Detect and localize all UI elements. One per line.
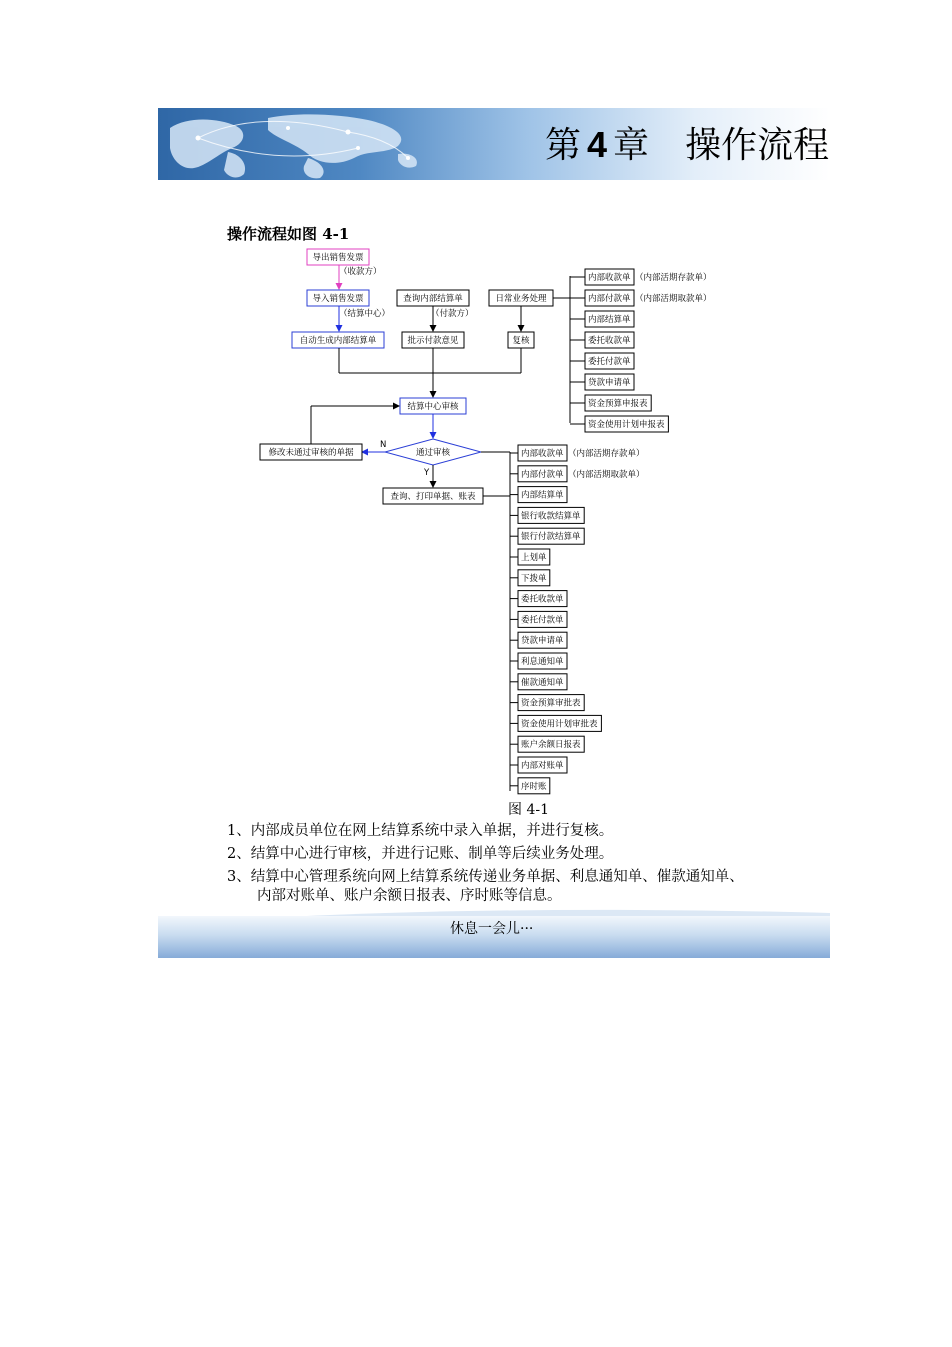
query-item-label: 银行付款结算单 bbox=[521, 532, 581, 543]
box-import-invoice bbox=[307, 290, 369, 306]
query-item-box bbox=[518, 632, 567, 648]
query-item-label: 银行收款结算单 bbox=[521, 511, 581, 522]
daily-item-label: 内部付款单 bbox=[588, 294, 631, 304]
footer-text: 休息一会儿··· bbox=[450, 921, 534, 937]
daily-item-box bbox=[585, 269, 634, 285]
svg-text:日常业务处理: 日常业务处理 bbox=[495, 294, 547, 304]
svg-text:复核: 复核 bbox=[512, 336, 530, 346]
query-item-box bbox=[518, 736, 584, 752]
query-item-label: 利息通知单 bbox=[521, 657, 564, 667]
chapter-title: 第 4 章 操作流程 bbox=[545, 124, 830, 166]
query-item-box bbox=[518, 549, 550, 565]
svg-text:导入销售发票: 导入销售发票 bbox=[312, 294, 364, 304]
paragraph-1: 1、内部成员单位在网上结算系统中录入单据，并进行复核。 bbox=[227, 823, 614, 839]
flow-heading: 操作流程如图 4-1 bbox=[227, 225, 350, 243]
query-item-label: 上划单 bbox=[521, 553, 547, 563]
query-item-box bbox=[518, 445, 567, 461]
query-item-box bbox=[518, 528, 584, 544]
query-item-box bbox=[518, 695, 584, 711]
svg-text:通过审核: 通过审核 bbox=[415, 448, 451, 458]
query-item-label: 内部对账单 bbox=[521, 761, 564, 771]
daily-item-box bbox=[585, 416, 668, 432]
box-daily-business bbox=[489, 290, 553, 306]
box-modify-unapproved bbox=[260, 444, 362, 460]
svg-text:批示付款意见: 批示付款意见 bbox=[407, 336, 459, 346]
query-item-label: 贷款申请单 bbox=[521, 636, 564, 647]
query-item-label: 序时账 bbox=[521, 781, 547, 792]
query-item-box bbox=[518, 778, 550, 794]
svg-text:修改未通过审核的单据: 修改未通过审核的单据 bbox=[268, 448, 354, 458]
daily-item-label: 资金使用计划申报表 bbox=[588, 420, 665, 430]
chapter-number: 4 bbox=[587, 124, 608, 165]
yes-label: Y bbox=[424, 468, 430, 478]
query-item-label: 账户余额日报表 bbox=[521, 740, 581, 751]
payer-note: （付款方） bbox=[431, 309, 474, 319]
query-item-box bbox=[518, 570, 550, 586]
svg-text:自动生成内部结算单: 自动生成内部结算单 bbox=[299, 336, 377, 346]
query-item-box bbox=[518, 466, 567, 482]
daily-item-note: （内部活期取款单） bbox=[635, 294, 712, 304]
svg-text:查询内部结算单: 查询内部结算单 bbox=[403, 294, 463, 304]
paragraph-2: 2、结算中心进行审核，并进行记账、制单等后续业务处理。 bbox=[227, 846, 614, 862]
query-item-box bbox=[518, 507, 584, 523]
box-query-internal bbox=[397, 290, 469, 306]
query-item-label: 委托收款单 bbox=[521, 594, 564, 605]
daily-item-box bbox=[585, 290, 634, 306]
query-item-label: 内部结算单 bbox=[521, 490, 564, 501]
box-query-print bbox=[383, 488, 483, 504]
query-item-label: 委托付款单 bbox=[521, 615, 564, 626]
payee-note: （收款方） bbox=[339, 267, 382, 277]
query-item-label: 内部付款单 bbox=[521, 469, 564, 480]
query-item-label: 资金使用计划审批表 bbox=[521, 719, 598, 730]
daily-item-label: 委托付款单 bbox=[588, 357, 631, 367]
daily-item-box bbox=[585, 332, 634, 348]
query-item-box bbox=[518, 674, 567, 690]
query-item-label: 内部收款单 bbox=[521, 449, 564, 459]
box-recheck bbox=[508, 332, 534, 348]
daily-item-box bbox=[585, 353, 634, 369]
query-item-note: （内部活期存款单） bbox=[568, 449, 645, 459]
decision-passed-review bbox=[385, 439, 481, 465]
query-item-note: （内部活期取款单） bbox=[568, 469, 645, 480]
daily-item-box bbox=[585, 395, 651, 411]
paragraph-3: 3、结算中心管理系统向网上结算系统传递业务单据、利息通知单、催款通知单、 内部对账单、账户余额日报表、序时账等信息。 bbox=[227, 869, 744, 904]
no-label: N bbox=[380, 440, 387, 450]
daily-items-list bbox=[570, 269, 712, 432]
daily-item-box bbox=[585, 311, 634, 327]
box-approve-payment bbox=[402, 332, 464, 348]
box-auto-generate bbox=[292, 332, 384, 348]
daily-item-label: 委托收款单 bbox=[588, 336, 631, 346]
box-center-review bbox=[400, 398, 466, 414]
daily-item-label: 贷款申请单 bbox=[588, 378, 631, 388]
daily-item-label: 内部收款单 bbox=[588, 273, 631, 283]
daily-item-label: 内部结算单 bbox=[588, 315, 631, 325]
query-item-box bbox=[518, 591, 567, 607]
query-item-box bbox=[518, 757, 567, 773]
daily-item-box bbox=[585, 374, 634, 390]
daily-item-label: 资金预算申报表 bbox=[588, 399, 648, 409]
figure-caption: 图 4-1 bbox=[508, 802, 549, 818]
svg-text:导出销售发票: 导出销售发票 bbox=[312, 253, 364, 263]
settle-center-note: （结算中心） bbox=[339, 309, 391, 319]
query-item-box bbox=[518, 487, 567, 503]
box-export-invoice bbox=[307, 249, 369, 265]
query-item-box bbox=[518, 715, 601, 731]
query-items-list bbox=[510, 445, 645, 794]
query-item-label: 下拨单 bbox=[521, 573, 547, 584]
daily-item-note: （内部活期存款单） bbox=[635, 273, 712, 283]
query-item-label: 资金预算审批表 bbox=[521, 698, 581, 709]
chapter-name: 操作流程 bbox=[685, 125, 830, 166]
query-item-box bbox=[518, 611, 567, 627]
svg-text:结算中心审核: 结算中心审核 bbox=[407, 402, 459, 412]
svg-text:查询、打印单据、账表: 查询、打印单据、账表 bbox=[390, 492, 476, 502]
query-item-label: 催款通知单 bbox=[521, 677, 564, 688]
query-item-box bbox=[518, 653, 567, 669]
